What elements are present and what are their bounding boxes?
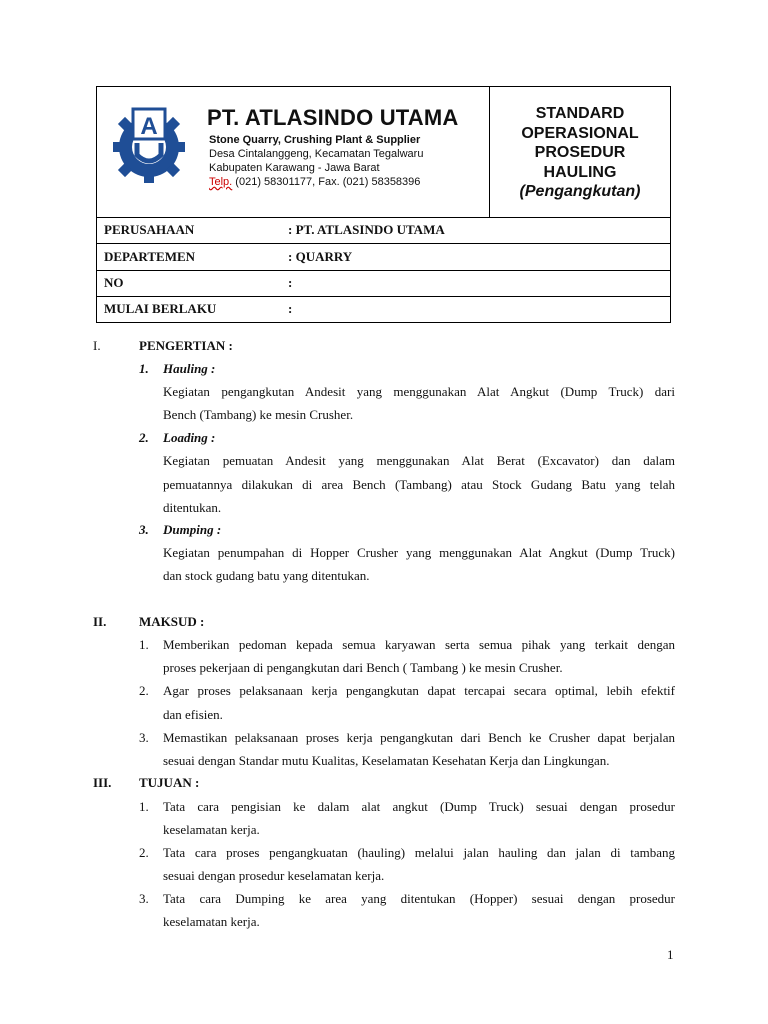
telp-label: Telp. [209,176,233,188]
list-item-line: Tata cara Dumping ke area yang ditentukan (Hopper) sesuai dengan prosedur [163,891,675,906]
sop-title-line-2: OPERASIONAL [521,124,639,142]
info-row-mulai-berlaku [97,296,670,322]
list-item-line: Memastikan pelaksanaan proses kerja pengangkutan dari Bench ke Crusher dapat berjalan [163,730,675,745]
list-item-line: Agar proses pelaksanaan kerja pengangkutan dapat tercapai secara optimal, lebih efektif [163,683,675,698]
sop-title-line-1: STANDARD [535,105,625,122]
company-phone [209,176,420,188]
info-row-departemen [97,244,670,271]
section-3-title: TUJUAN : [139,775,200,790]
sop-title-box [489,87,670,217]
list-item-line: dan efisien. [163,707,223,722]
info-value: : [288,301,293,316]
item-number: 3. [139,730,149,745]
info-value: : [288,275,293,290]
section-2-number: II. [93,614,107,629]
list-item-line: sesuai dengan prosedur keselamatan kerja. [163,868,385,883]
definition-line: Kegiatan pengangkutan Andesit yang menggunakan Alat Angkut (Dump Truck) dari [163,384,675,399]
company-tagline: Stone Quarry, Crushing Plant & Supplier [209,134,421,146]
phone-fax-numbers: (021) 58301177, Fax. (021) 58358396 [232,176,421,188]
info-value: : PT. ATLASINDO UTAMA [288,222,445,237]
document-header [96,86,671,323]
definition-line: Bench (Tambang) ke mesin Crusher. [163,407,354,422]
info-row-no [97,270,670,297]
term-hauling: Hauling : [163,361,216,376]
info-key: PERUSAHAAN [104,222,195,237]
company-logo-icon [107,103,191,187]
list-item-line: Tata cara proses pengangkuatan (hauling) melalui jalan hauling dan jalan di tambang [163,845,675,860]
list-item-line: keselamatan kerja. [163,914,260,929]
definition-line: Kegiatan pemuatan Andesit yang menggunakan Alat Berat (Excavator) dan dalam [163,453,675,468]
item-number: 1. [139,637,149,652]
info-row-perusahaan [97,217,670,244]
list-item-line: Memberikan pedoman kepada semua karyawan serta semua pihak yang terkait dengan [163,637,675,652]
logo-letter: A [140,113,158,140]
company-address-line-2: Kabupaten Karawang - Jawa Barat [209,162,380,174]
info-key: MULAI BERLAKU [104,301,217,316]
section-2-title: MAKSUD : [139,614,205,629]
company-name: PT. ATLASINDO UTAMA [207,105,459,130]
company-address-line-1: Desa Cintalanggeng, Kecamatan Tegalwaru [209,148,424,160]
sop-title-line-3: PROSEDUR [534,144,626,161]
info-key: DEPARTEMEN [104,249,196,264]
sop-subtitle: (Pengangkutan) [519,183,641,200]
definition-line: pemuatannya dilakukan di area Bench (Tambang) atau Stock Gudang Batu yang telah [163,477,675,492]
item-number: 2. [139,683,149,698]
item-number: 2. [139,430,149,445]
item-number: 1. [139,799,149,814]
item-number: 2. [139,845,149,860]
list-item-line: proses pekerjaan di pengangkutan dari Bench ( Tambang ) ke mesin Crusher. [163,660,563,675]
section-1-title: PENGERTIAN : [139,338,233,353]
item-number: 3. [139,891,149,906]
list-item-line: sesuai dengan Standar mutu Kualitas, Keselamatan Kesehatan Kerja dan Lingkungan. [163,753,610,768]
sop-title-line-4: HAULING [543,163,617,181]
item-number: 3. [139,522,149,537]
term-loading: Loading : [163,430,216,445]
definition-line: dan stock gudang batu yang ditentukan. [163,568,370,583]
list-item-line: Tata cara pengisian ke dalam alat angkut (Dump Truck) sesuai dengan prosedur [163,799,675,814]
term-dumping: Dumping : [163,522,222,537]
company-block [97,87,489,217]
section-1-number: I. [93,338,101,353]
info-value: : QUARRY [288,249,353,264]
page-number: 1 [667,947,674,962]
header-top [97,87,670,218]
list-item-line: keselamatan kerja. [163,822,260,837]
section-3-number: III. [93,775,112,790]
definition-line: ditentukan. [163,500,222,515]
item-number: 1. [139,361,149,376]
info-key: NO [104,275,124,290]
definition-line: Kegiatan penumpahan di Hopper Crusher yang menggunakan Alat Angkut (Dump Truck) [163,545,675,560]
